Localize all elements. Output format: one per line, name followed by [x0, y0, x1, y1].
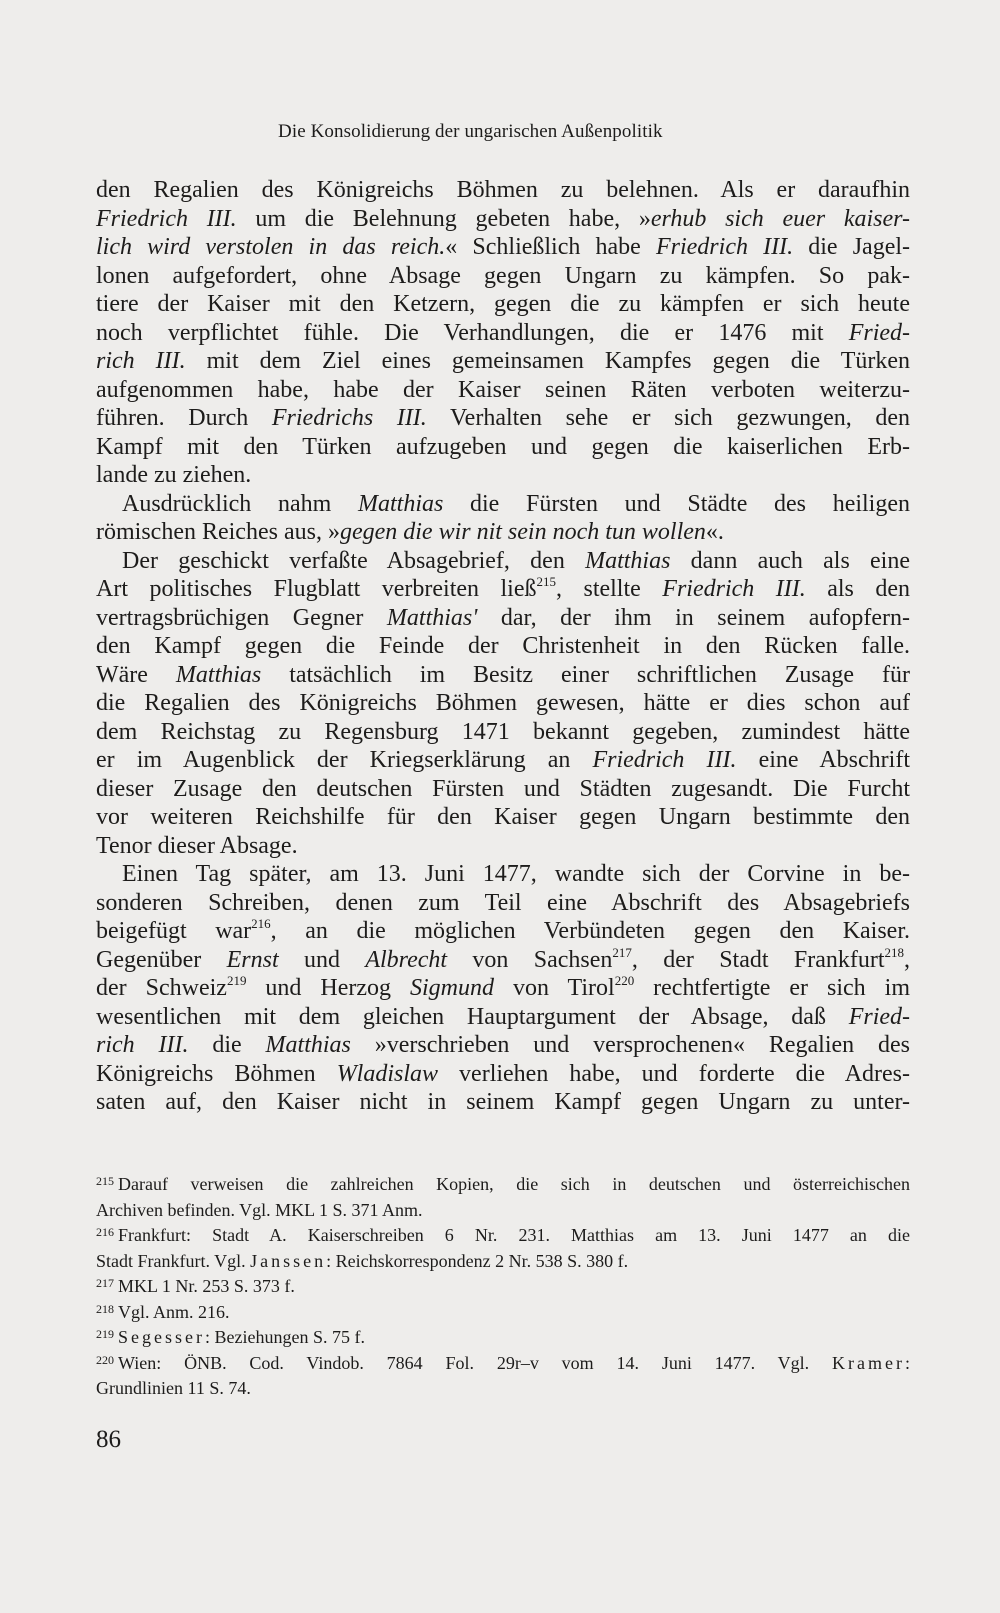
italic-text: lich wird verstolen in das reich.	[96, 234, 446, 260]
spaced-author-name: Kramer	[832, 1352, 905, 1373]
text-line	[96, 718, 910, 747]
text-run: «.	[705, 519, 724, 545]
text-line	[96, 205, 910, 234]
text-line	[96, 433, 910, 462]
text-run: saten auf, den Kaiser nicht in seinem Kampf gegen Ungarn zu unter-	[96, 1089, 910, 1115]
italic-text: Matthias	[265, 1032, 351, 1058]
italic-text: Friedrich III.	[662, 576, 806, 602]
text-run: Gegenüber	[96, 946, 227, 973]
italic-text: gegen die wir nit sein noch tun wollen	[339, 519, 706, 545]
italic-text: erhub sich euer kaiser-	[650, 205, 910, 232]
text-line	[96, 376, 910, 405]
text-run: mit dem Ziel eines gemeinsamen Kampfes gegen die Türken	[185, 348, 910, 374]
text-run: sonderen Schreiben, denen zum Teil eine Abschrift des Absagebriefs	[96, 889, 910, 916]
text-line	[96, 262, 910, 291]
footnote-line	[96, 1325, 910, 1351]
text-run: Wien: ÖNB. Cod. Vindob. 7864 Fol. 29r–v vom 14. Juni 1477. Vgl.	[118, 1352, 833, 1373]
footnote-number: 215	[96, 1174, 114, 1188]
text-run: Der geschickt verfaßte Absagebrief, den	[122, 547, 586, 574]
footnote-number: 219	[96, 1327, 114, 1341]
text-line	[96, 689, 910, 718]
italic-text: Fried-	[848, 1003, 910, 1030]
footnote	[96, 1300, 910, 1326]
italic-text: Friedrich III.	[655, 234, 794, 260]
text-run: vor weiteren Reichshilfe für den Kaiser gegen Ungarn bestimmte den	[96, 804, 910, 830]
footnote	[96, 1223, 910, 1274]
text-line	[96, 604, 910, 633]
text-run: Königreichs Böhmen	[96, 1060, 337, 1087]
text-run: wesentlichen mit dem gleichen Hauptargument der Absage, daß	[96, 1003, 849, 1030]
italic-text: Fried-	[848, 319, 910, 346]
italic-text: Matthias	[585, 547, 671, 574]
text-line	[96, 290, 910, 319]
text-line	[96, 404, 910, 433]
footnote-line	[96, 1198, 910, 1224]
text-line	[96, 1060, 910, 1089]
text-run: verliehen habe, und forderte die Adres-	[438, 1060, 911, 1087]
text-run: , der Stadt Frankfurt	[631, 946, 885, 973]
text-line	[96, 803, 910, 832]
spaced-author-name: Janssen	[250, 1250, 327, 1271]
text-line	[96, 319, 910, 348]
footnote-ref: 218	[884, 944, 905, 960]
text-run: er im Augenblick der Kriegserklärung an	[96, 747, 593, 773]
text-run: tatsächlich im Besitz einer schriftlichen Zusage für	[261, 661, 911, 688]
text-run: : Beziehungen S. 75 f.	[204, 1327, 365, 1347]
italic-text: Matthias'	[386, 604, 478, 631]
text-run: der Schweiz	[96, 975, 227, 1001]
text-run: römischen Reiches aus, »	[96, 519, 340, 545]
footnotes	[96, 1172, 910, 1402]
text-run: Grundlinien 11 S. 74.	[96, 1378, 251, 1398]
text-run: die	[188, 1032, 266, 1058]
text-line	[96, 746, 910, 775]
footnote-ref: 217	[612, 944, 632, 960]
footnote-ref: 216	[251, 916, 271, 931]
text-run: tiere der Kaiser mit den Ketzern, gegen die zu kämpfen er sich heute	[96, 291, 910, 317]
text-run: als den	[805, 576, 910, 602]
text-run: :	[904, 1352, 910, 1373]
text-run: den Kampf gegen die Feinde der Christenheit in den Rücken falle.	[96, 633, 910, 659]
text-run: führen. Durch	[96, 405, 272, 431]
italic-text: Friedrich III.	[96, 205, 237, 232]
footnote	[96, 1172, 910, 1223]
text-run: dem Reichstag zu Regensburg 1471 bekannt gegeben, zumindest hätte	[96, 718, 910, 745]
italic-text: rich III.	[96, 348, 186, 374]
text-line	[96, 1088, 910, 1117]
text-run: lonen aufgefordert, ohne Absage gegen Ungarn zu kämpfen. So pak-	[96, 262, 910, 289]
text-run: von Tirol	[494, 975, 615, 1001]
text-run: die Regalien des Königreichs Böhmen gewesen, hätte er dies schon auf	[96, 690, 910, 716]
text-run: und Herzog	[246, 975, 411, 1001]
footnote	[96, 1325, 910, 1351]
text-run: aufgenommen habe, habe der Kaiser seinen Räten verboten weiterzu-	[96, 376, 910, 403]
text-run: von Sachsen	[447, 946, 613, 973]
footnote-number: 218	[96, 1301, 114, 1316]
text-line	[96, 889, 910, 918]
text-line	[96, 632, 910, 661]
text-run: lande zu ziehen.	[96, 462, 252, 488]
text-run: Einen Tag später, am 13. Juni 1477, wandte sich der Corvine in be-	[122, 861, 910, 887]
footnote-ref: 219	[226, 973, 247, 988]
text-line	[96, 661, 910, 690]
running-head: Die Konsolidierung der ungarischen Außenpolitik	[278, 121, 663, 142]
text-run: Darauf verweisen die zahlreichen Kopien, die sich in deutschen und österreichischen	[118, 1174, 910, 1194]
footnote-ref: 215	[536, 574, 556, 589]
text-line	[96, 775, 910, 804]
italic-text: Friedrichs III.	[271, 405, 427, 431]
text-run: Frankfurt: Stadt A. Kaiserschreiben 6 Nr. 231. Matthias am 13. Juni 1477 an die	[118, 1225, 910, 1245]
text-line	[96, 1003, 910, 1032]
text-run: MKL 1 Nr. 253 S. 373 f.	[118, 1276, 295, 1296]
text-run: , an die möglichen Verbündeten gegen den Kaiser.	[270, 918, 911, 944]
footnote	[96, 1274, 910, 1300]
text-run: vertragsbrüchigen Gegner	[96, 604, 387, 631]
text-line	[96, 575, 910, 604]
text-run: »verschrieben und versprochenen« Regalien des	[350, 1032, 911, 1058]
text-line	[96, 917, 910, 946]
text-run: den Regalien des Königreichs Böhmen zu belehnen. Als er daraufhin	[96, 177, 910, 203]
spaced-author-name: Segesser	[118, 1327, 205, 1347]
text-run: Archiven befinden. Vgl. MKL 1 S. 371 Anm.	[96, 1199, 423, 1220]
text-line	[96, 832, 910, 861]
text-line	[96, 347, 910, 376]
text-line	[96, 1031, 910, 1060]
italic-text: Ernst	[226, 946, 279, 973]
text-run: beigefügt war	[96, 918, 252, 944]
text-run: Ausdrücklich nahm	[122, 490, 358, 517]
text-run: eine Abschrift	[736, 747, 910, 773]
text-line	[96, 860, 910, 889]
text-line	[96, 461, 910, 490]
page-number: 86	[96, 1426, 121, 1453]
footnote-number: 220	[96, 1352, 114, 1367]
text-line	[96, 233, 910, 262]
text-line	[96, 490, 910, 519]
text-run: noch verpflichtet fühle. Die Verhandlungen, die er 1476 mit	[96, 319, 849, 346]
italic-text: rich III.	[96, 1032, 189, 1058]
text-line	[96, 518, 910, 547]
footnote-ref: 220	[614, 973, 635, 988]
text-run: ,	[904, 946, 911, 973]
text-run: dieser Zusage den deutschen Fürsten und Städten zugesandt. Die Furcht	[96, 775, 910, 802]
text-run: und	[278, 946, 366, 973]
text-run: « Schließlich habe	[445, 234, 656, 260]
text-run: Art politisches Flugblatt verbreiten ließ	[96, 576, 537, 602]
text-line	[96, 974, 910, 1003]
text-run: Wäre	[96, 661, 176, 688]
text-run: dann auch als eine	[670, 547, 911, 574]
footnote-line	[96, 1249, 910, 1275]
footnote-line	[96, 1172, 910, 1198]
text-run: um die Belehnung gebeten habe, »	[236, 205, 651, 232]
text-run: Stadt Frankfurt. Vgl.	[96, 1250, 251, 1271]
text-run: : Reichskorrespondenz 2 Nr. 538 S. 380 f.	[326, 1250, 629, 1271]
footnote-number: 217	[96, 1276, 114, 1290]
text-run: die Jagel-	[793, 234, 911, 260]
body-text	[96, 176, 910, 1117]
footnote-number: 216	[96, 1225, 114, 1239]
text-run: Kampf mit den Türken aufzugeben und gegen die kaiserlichen Erb-	[96, 433, 910, 460]
text-line	[96, 176, 910, 205]
footnote-line	[96, 1274, 910, 1300]
text-run: , stellte	[556, 576, 663, 602]
footnote-line	[96, 1223, 910, 1249]
italic-text: Matthias	[175, 661, 262, 688]
italic-text: Albrecht	[365, 946, 448, 973]
text-run: rechtfertigte er sich im	[634, 975, 910, 1001]
italic-text: Matthias	[357, 490, 444, 517]
italic-text: Friedrich III.	[592, 747, 737, 773]
text-run: Tenor dieser Absage.	[96, 832, 298, 859]
text-run: Verhalten sehe er sich gezwungen, den	[426, 405, 910, 431]
footnote-line	[96, 1351, 910, 1377]
text-line	[96, 946, 910, 975]
text-run: Vgl. Anm. 216.	[118, 1301, 230, 1322]
footnote-line	[96, 1376, 910, 1402]
footnote-line	[96, 1300, 910, 1326]
italic-text: Sigmund	[410, 975, 495, 1001]
text-run: die Fürsten und Städte des heiligen	[443, 490, 911, 517]
italic-text: Wladislaw	[336, 1060, 439, 1087]
text-line	[96, 547, 910, 576]
text-run: dar, der ihm in seinem aufopfern-	[477, 604, 910, 631]
footnote	[96, 1351, 910, 1402]
